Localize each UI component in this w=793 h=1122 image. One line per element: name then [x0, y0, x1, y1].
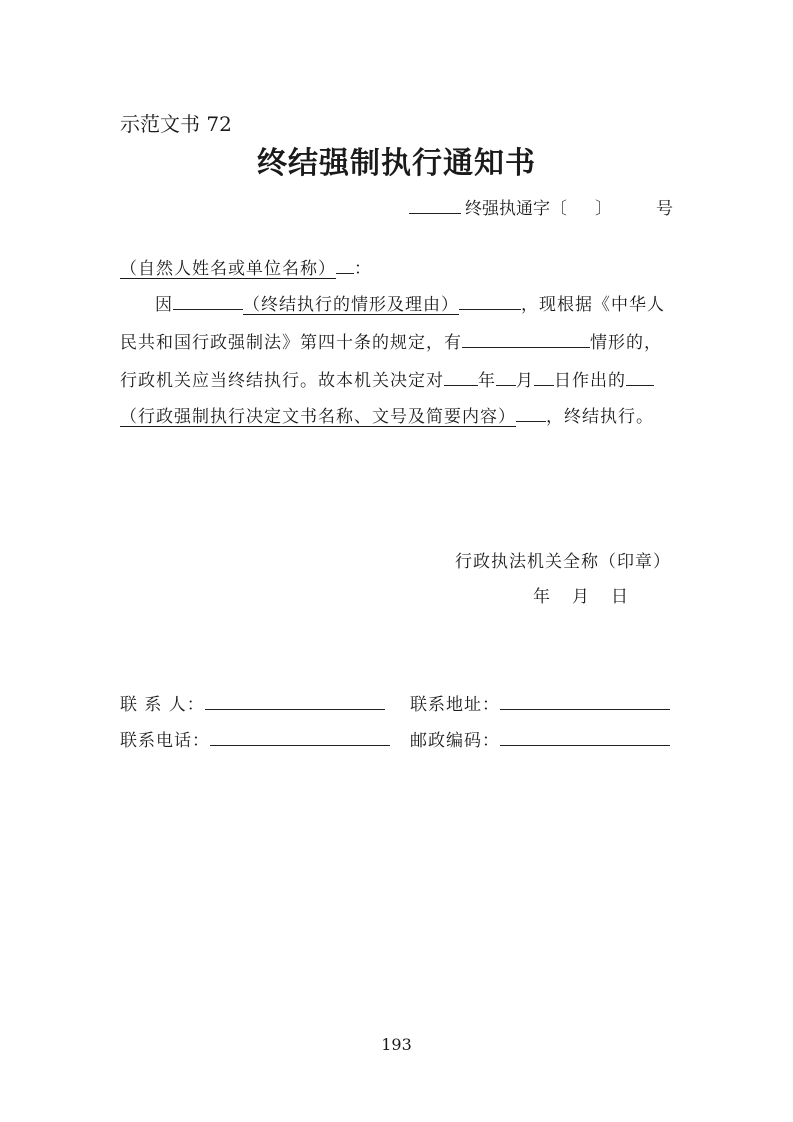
addressee-line [120, 254, 372, 279]
addressee-blank [336, 259, 354, 274]
blank-line [516, 407, 546, 422]
contact-phone-field[interactable] [210, 729, 390, 746]
contact-phone-row [120, 726, 390, 751]
body-text: 情形的， [590, 333, 662, 353]
document-title: 终结强制执行通知书 [257, 146, 536, 181]
contact-person-label: 联 系 人： [120, 695, 205, 715]
reference-bracket-close: 〕 [595, 199, 612, 219]
contact-person-field[interactable] [205, 693, 385, 710]
month-blank [496, 371, 516, 386]
contact-person-row [120, 690, 385, 715]
reference-prefix: 终强执通字〔 [465, 199, 567, 219]
body-line-1 [155, 290, 665, 315]
addressee-colon: ： [354, 259, 372, 279]
body-text: ，现根据《中华人 [521, 295, 665, 315]
day-blank [534, 371, 554, 386]
decision-document-placeholder: （行政强制执行决定文书名称、文号及简要内容） [120, 407, 516, 427]
contact-phone-label: 联系电话： [120, 731, 210, 751]
body-text: 月 [516, 371, 534, 391]
signature-year: 年 [533, 587, 550, 607]
year-blank [444, 371, 478, 386]
contact-address-row [410, 690, 670, 715]
contact-postcode-label: 邮政编码： [410, 731, 500, 751]
body-text: 年 [478, 371, 496, 391]
reference-blank [409, 199, 461, 214]
agency-signature: 行政执法机关全称（印章） [455, 552, 671, 572]
body-line-4 [120, 402, 654, 427]
blank-line [459, 295, 521, 310]
body-text: ，终结执行。 [546, 407, 654, 427]
page-number: 193 [381, 1035, 412, 1054]
body-line-2 [120, 328, 662, 353]
blank-line [173, 295, 243, 310]
body-text: 因 [155, 295, 173, 315]
reference-number [409, 194, 673, 219]
signature-day: 日 [611, 587, 628, 607]
contact-address-label: 联系地址： [410, 695, 500, 715]
blank-line [626, 371, 654, 386]
contact-postcode-field[interactable] [500, 729, 670, 746]
contact-address-field[interactable] [500, 693, 670, 710]
body-text: 行政机关应当终结执行。故本机关决定对 [120, 371, 444, 391]
body-line-3 [120, 366, 654, 391]
addressee-placeholder: （自然人姓名或单位名称） [120, 259, 336, 279]
body-text: 民共和国行政强制法》第四十条的规定，有 [120, 333, 462, 353]
signature-month: 月 [572, 587, 589, 607]
contact-postcode-row [410, 726, 670, 751]
termination-reason-placeholder: （终结执行的情形及理由） [243, 295, 459, 315]
document-number: 示范文书 72 [120, 112, 232, 136]
signature-date [533, 582, 628, 607]
body-text: 日作出的 [554, 371, 626, 391]
blank-line [462, 333, 590, 348]
reference-suffix: 号 [656, 199, 673, 219]
